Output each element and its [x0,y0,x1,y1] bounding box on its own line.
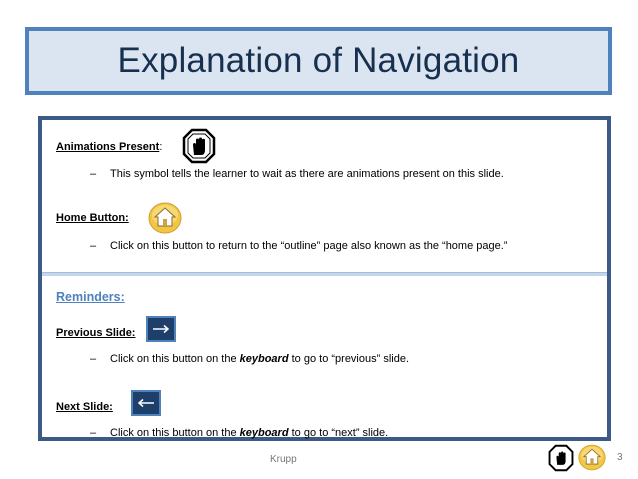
content-panel [38,116,611,441]
home-icon[interactable] [148,202,182,234]
footer-home-icon[interactable] [578,444,606,471]
title-box [25,27,612,95]
home-text: Click on this button to return to the “outline” page also known as the “home page.” [110,240,508,252]
right-arrow-key-icon [146,316,176,342]
footer-stop-hand-icon[interactable] [548,444,574,472]
previous-text-pre: Click on this button on the [110,353,240,365]
previous-keyboard-word: keyboard [239,353,289,365]
animations-label [56,141,162,153]
next-text-post: to go to “next” slide. [288,427,389,439]
section-divider [42,272,607,276]
next-description [90,427,388,439]
home-description [90,240,507,252]
bullet-dash: – [90,427,97,439]
left-arrow-key-icon [131,390,161,416]
left-arrow-glyph [136,398,156,408]
next-label: Next Slide: [56,401,113,413]
next-keyboard-word: keyboard [239,427,289,439]
stop-hand-icon [182,128,216,164]
bullet-dash: – [90,240,97,252]
bullet-dash: – [90,353,97,365]
bullet-dash: – [90,168,97,180]
slide-title: Explanation of Navigation [117,41,520,80]
animations-colon: : [159,141,163,153]
animations-text: This symbol tells the learner to wait as there are animations present on this slide. [110,168,504,180]
animations-label-text: Animations Present [56,141,160,153]
right-arrow-glyph [151,324,171,334]
animations-description [90,168,504,180]
next-text-pre: Click on this button on the [110,427,240,439]
page-number: 3 [617,452,623,463]
footer-author: Krupp [270,454,297,465]
previous-label: Previous Slide: [56,327,136,339]
home-label: Home Button: [56,212,129,224]
previous-text-post: to go to “previous” slide. [288,353,410,365]
reminders-heading: Reminders: [56,290,125,304]
previous-description [90,353,409,365]
